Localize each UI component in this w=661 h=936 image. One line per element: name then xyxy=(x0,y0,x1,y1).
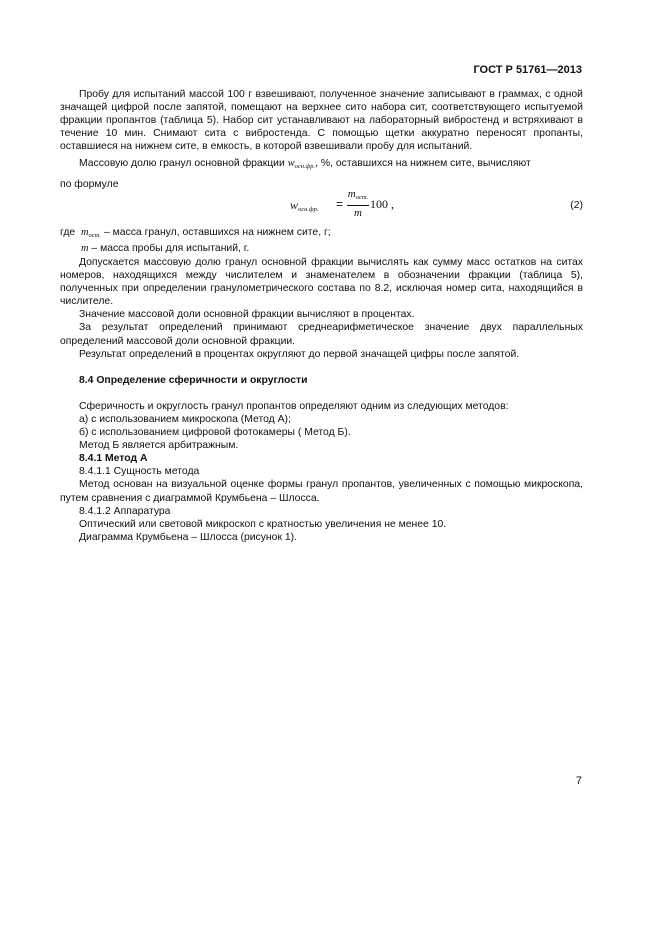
formula-lhs xyxy=(290,199,319,216)
paragraph-alternative-calc: Допускается массовую долю гранул основной фракции вычислять как сумму масс остатков на ситах номеров, находящихся между числителем и знаменателем в обозначении фракции (таблица 5), полученных при определении гранулометрического состава по 8.2, исключая номер сита, находящийся в числителе. xyxy=(60,257,583,308)
formula-lhs-symbol: w xyxy=(290,198,299,212)
formula-num-symbol: m xyxy=(347,188,356,200)
formula-denominator: m xyxy=(354,207,362,220)
paragraph-arbitration: Метод Б является арбитражным. xyxy=(79,440,239,452)
paragraph-formula-lead: по формуле xyxy=(60,178,119,190)
paragraph-rounding: Результат определений в процентах округляют до первой значащей цифры после запятой. xyxy=(79,348,520,360)
paragraph-method-essence: Метод основан на визуальной оценке формы гранул пропантов, увеличенных с помощью микроскопа, путем сравнения с диаграммой Крумбьена – Шлосса. xyxy=(60,479,583,504)
formula-num-subscript: ост. xyxy=(355,194,369,201)
fraction-bar xyxy=(347,205,369,206)
body-text-middle xyxy=(60,256,583,544)
symbol-w: w xyxy=(287,158,295,170)
text-fragment: – масса пробы для испытаний, г. xyxy=(88,243,250,254)
text-fragment: – масса гранул, оставшихся на нижнем сите, г; xyxy=(101,227,331,238)
section-heading-8-4: 8.4 Определение сферичности и округлости xyxy=(79,374,308,386)
formula-fraction xyxy=(347,188,369,220)
subsection-heading-8-4-1: 8.4.1 Метод А xyxy=(79,453,148,465)
clause-heading-8-4-1-2: 8.4.1.2 Аппаратура xyxy=(79,505,171,517)
list-item-method-a: а) с использованием микроскопа (Метод А); xyxy=(79,413,291,425)
standard-header: ГОСТ Р 51761—2013 xyxy=(473,64,582,76)
formula-2 xyxy=(290,188,410,224)
paragraph-microscope: Оптический или световой микроскоп с кратностью увеличения не менее 10. xyxy=(79,518,447,530)
symbol-m: m xyxy=(81,227,89,238)
body-text-top xyxy=(60,88,583,191)
paragraph-percent: Значение массовой доли основной фракции вычисляют в процентах. xyxy=(79,309,415,321)
list-item-method-b: б) с использованием цифровой фотокамеры ( Метод Б). xyxy=(79,427,351,439)
clause-heading-8-4-1-1: 8.4.1.1 Сущность метода xyxy=(79,466,200,478)
symbol-m: m xyxy=(81,243,89,254)
where-item-sample-mass xyxy=(81,242,249,255)
text-fragment: Массовую долю гранул основной фракции xyxy=(79,158,288,170)
formula-equals: = xyxy=(336,197,344,211)
paragraph-result-average: За результат определений принимают среднеарифметическое значение двух параллельных определений массовой доли основной фракции. xyxy=(60,322,583,347)
page-number: 7 xyxy=(575,775,582,787)
where-keyword: где xyxy=(60,227,76,238)
text-fragment: , %, оставшихся на нижнем сите, вычисляют xyxy=(315,158,531,170)
paragraph-sieve-procedure: Пробу для испытаний массой 100 г взвешивают, полученное значение записывают в граммах, с одной значащей цифрой после запятой, помещают на верхнее сито набора сит, соответствующего испытуемой фракции пропантов (таблица 5). Набор сит устанавливают на лабораторный вибростенд и встряхивают в течение 10 мин. Снимают сита с вибростенда. С помощью щетки аккуратно переносят пропанты, оставшиеся на нижнем сите, в емкость, в которой взвешивали пробу для испытаний. xyxy=(60,89,583,153)
paragraph-mass-fraction-intro xyxy=(60,157,583,173)
formula-lhs-subscript: осн.фр. xyxy=(298,206,319,213)
equation-number: (2) xyxy=(570,200,583,211)
formula-numerator xyxy=(347,188,369,204)
symbol-subscript: ост. xyxy=(88,232,102,239)
where-item-mass-remaining xyxy=(81,226,331,242)
paragraph-methods-intro: Сферичность и округлость гранул пропантов определяют одним из следующих методов: xyxy=(79,400,509,412)
paragraph-diagram: Диаграмма Крумбьена – Шлосса (рисунок 1). xyxy=(79,531,298,543)
formula-multiplier: 100 , xyxy=(370,197,394,211)
symbol-subscript: осн.фр. xyxy=(294,163,316,171)
